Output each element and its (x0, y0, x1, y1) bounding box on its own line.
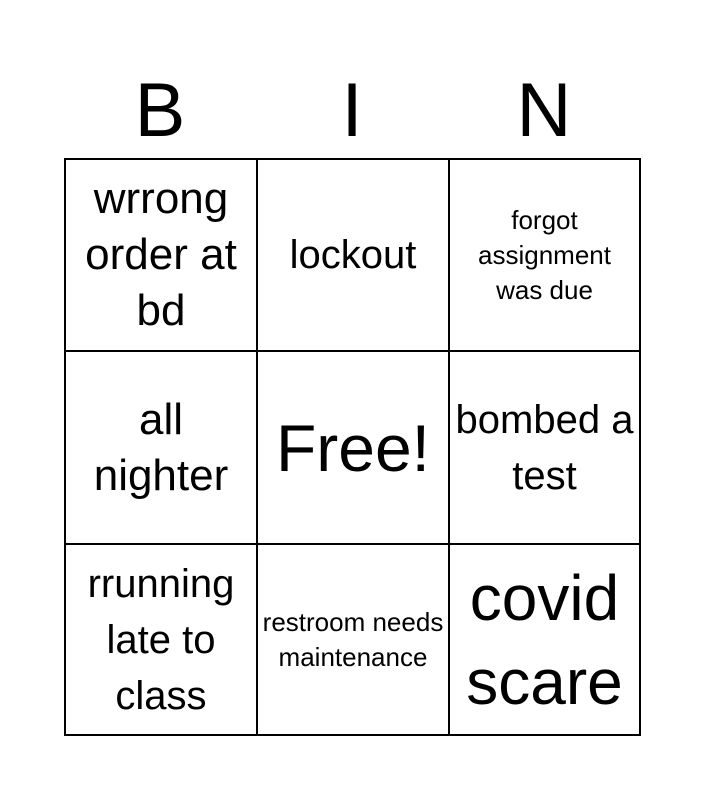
bingo-cell-free[interactable]: Free! (258, 352, 450, 545)
bingo-cell-r1c2[interactable]: lockout (258, 160, 450, 352)
bingo-cell-r3c3[interactable]: covid scare (466, 561, 623, 718)
bingo-cell-r2c1[interactable]: all nighter (66, 352, 258, 545)
bingo-board (64, 158, 641, 736)
header-letter-i: I (341, 68, 363, 153)
bingo-cell-r3c1[interactable]: rrunning late to class (66, 545, 258, 734)
bingo-cell-r1c3[interactable]: forgot assignment was due (450, 160, 639, 352)
header-letter-b: B (134, 68, 186, 153)
bingo-cell-r1c1[interactable]: wrrong order at bd (66, 160, 258, 352)
header-letter-n: N (516, 68, 572, 153)
bingo-cell-r2c3[interactable]: bombed a test (450, 352, 639, 545)
bingo-cell-r3c2[interactable]: restroom needs maintenance (258, 545, 450, 734)
